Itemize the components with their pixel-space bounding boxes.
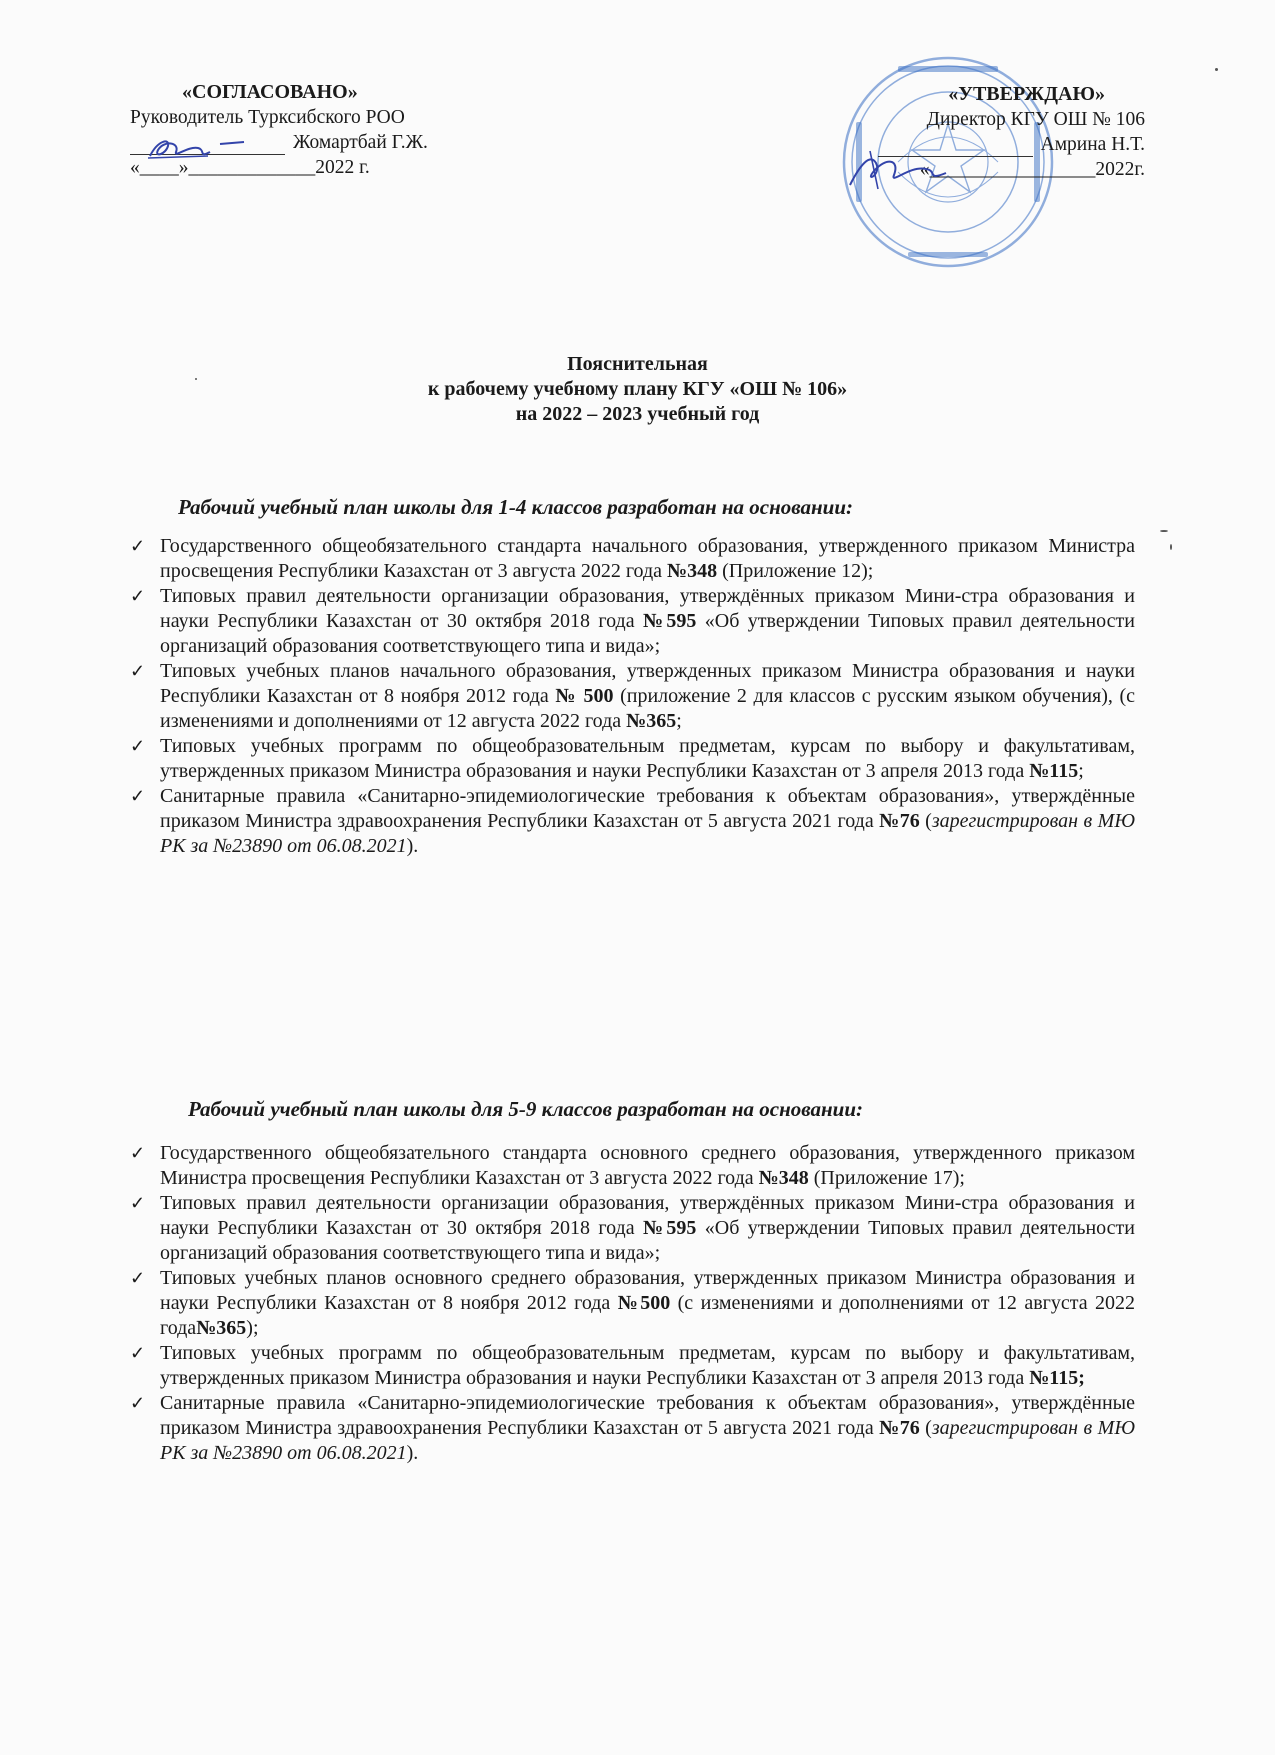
approval-right-heading: «УТВЕРЖДАЮ»: [948, 83, 1105, 105]
check-icon: ✓: [130, 1268, 146, 1288]
check-icon: ✓: [130, 1393, 146, 1413]
approval-left-name: Жомартбай Г.Ж.: [293, 132, 428, 153]
list-item: ✓ Государственного общеобязательного стандарта основного среднего образования, утвержденного приказом Министра просвещения Республики Казахстан от 3 августа 2022 года №348 (Приложение 17);: [130, 1142, 1135, 1189]
list-item: ✓ Типовых правил деятельности организации образования, утверждённых приказом Мини-стра образования и науки Республики Казахстан от 30 октября 2018 года №595 «Об утверждении Типовых правил деятельности организаций образования соответствующего типа и вида»;: [130, 585, 1135, 657]
section-2-heading: Рабочий учебный план школы для 5-9 классов разработан на основании:: [188, 1097, 863, 1121]
approval-left-heading: «СОГЛАСОВАНО»: [182, 81, 358, 103]
approval-left-position: Руководитель Турксибского РОО: [130, 107, 405, 128]
scan-speck: [1160, 530, 1168, 532]
list-item: ✓ Типовых учебных планов начального образования, утвержденных приказом Министра образования и науки Республики Казахстан от 8 ноября 2012 года № 500 (приложение 2 для классов с русским языком обучения), (с изменениями и дополнениями от 12 августа 2022 года №365;: [130, 660, 1136, 732]
section-1-list: [130, 534, 1135, 859]
scan-speck: [195, 378, 197, 380]
signature-left-icon: [128, 132, 268, 166]
check-icon: ✓: [130, 736, 146, 756]
check-icon: ✓: [130, 786, 146, 806]
approval-right-position: Директор КГУ ОШ № 106: [926, 109, 1145, 130]
list-item: ✓ Санитарные правила «Санитарно-эпидемиологические требования к объектам образования», утверждённые приказом Министра здравоохранения Республики Казахстан от 5 августа 2021 года №76 (зарегистрирован в МЮ РК за №23890 от 06.08.2021).: [130, 1392, 1135, 1464]
section-2-list: [130, 1141, 1135, 1466]
list-item: ✓ Типовых учебных программ по общеобразовательным предметам, курсам по выбору и факультативам, утвержденных приказом Министра образования и науки Республики Казахстан от 3 апреля 2013 года №115;: [130, 735, 1135, 782]
approval-right-name: Амрина Н.Т.: [1040, 134, 1145, 155]
section-1-heading: Рабочий учебный план школы для 1-4 классов разработан на основании:: [178, 495, 853, 519]
list-item: ✓ Типовых правил деятельности организации образования, утверждённых приказом Мини-стра образования и науки Республики Казахстан от 30 октября 2018 года №595 «Об утверждении Типовых правил деятельности организаций образования соответствующего типа и вида»;: [130, 1192, 1135, 1264]
check-icon: ✓: [130, 586, 146, 606]
signature-right-icon: [830, 145, 980, 195]
scan-speck: [1215, 68, 1218, 71]
check-icon: ✓: [130, 1143, 146, 1163]
title-line-2: к рабочему учебному плану КГУ «ОШ № 106»: [427, 378, 848, 400]
check-icon: ✓: [130, 661, 146, 681]
title-line-1: Пояснительная: [567, 353, 708, 375]
check-icon: ✓: [130, 1193, 146, 1213]
check-icon: ✓: [130, 536, 146, 556]
list-item: ✓ Санитарные правила «Санитарно-эпидемиологические требования к объектам образования», утверждённые приказом Министра здравоохранения Республики Казахстан от 5 августа 2021 года №76 (зарегистрирован в МЮ РК за №23890 от 06.08.2021).: [130, 785, 1135, 857]
approval-right-date: «_________________2022г.: [919, 159, 1145, 180]
list-item: ✓ Государственного общеобязательного стандарта начального образования, утвержденного приказом Министра просвещения Республики Казахстан от 3 августа 2022 года №348 (Приложение 12);: [130, 535, 1135, 582]
check-icon: ✓: [130, 1343, 146, 1363]
list-item: ✓ Типовых учебных программ по общеобразовательным предметам, курсам по выбору и факультативам, утвержденных приказом Министра образования и науки Республики Казахстан от 3 апреля 2013 года №115;: [130, 1342, 1135, 1389]
title-line-3: на 2022 – 2023 учебный год: [515, 403, 760, 425]
document-title: [0, 352, 1275, 427]
approval-left-date: «____»_____________2022 г.: [130, 157, 370, 178]
list-item: ✓ Типовых учебных планов основного среднего образования, утвержденных приказом Министра образования и науки Республики Казахстан от 8 ноября 2012 года №500 (с изменениями и дополнениями от 12 августа 2022 года№365);: [130, 1267, 1135, 1339]
scan-speck: [1170, 544, 1172, 550]
